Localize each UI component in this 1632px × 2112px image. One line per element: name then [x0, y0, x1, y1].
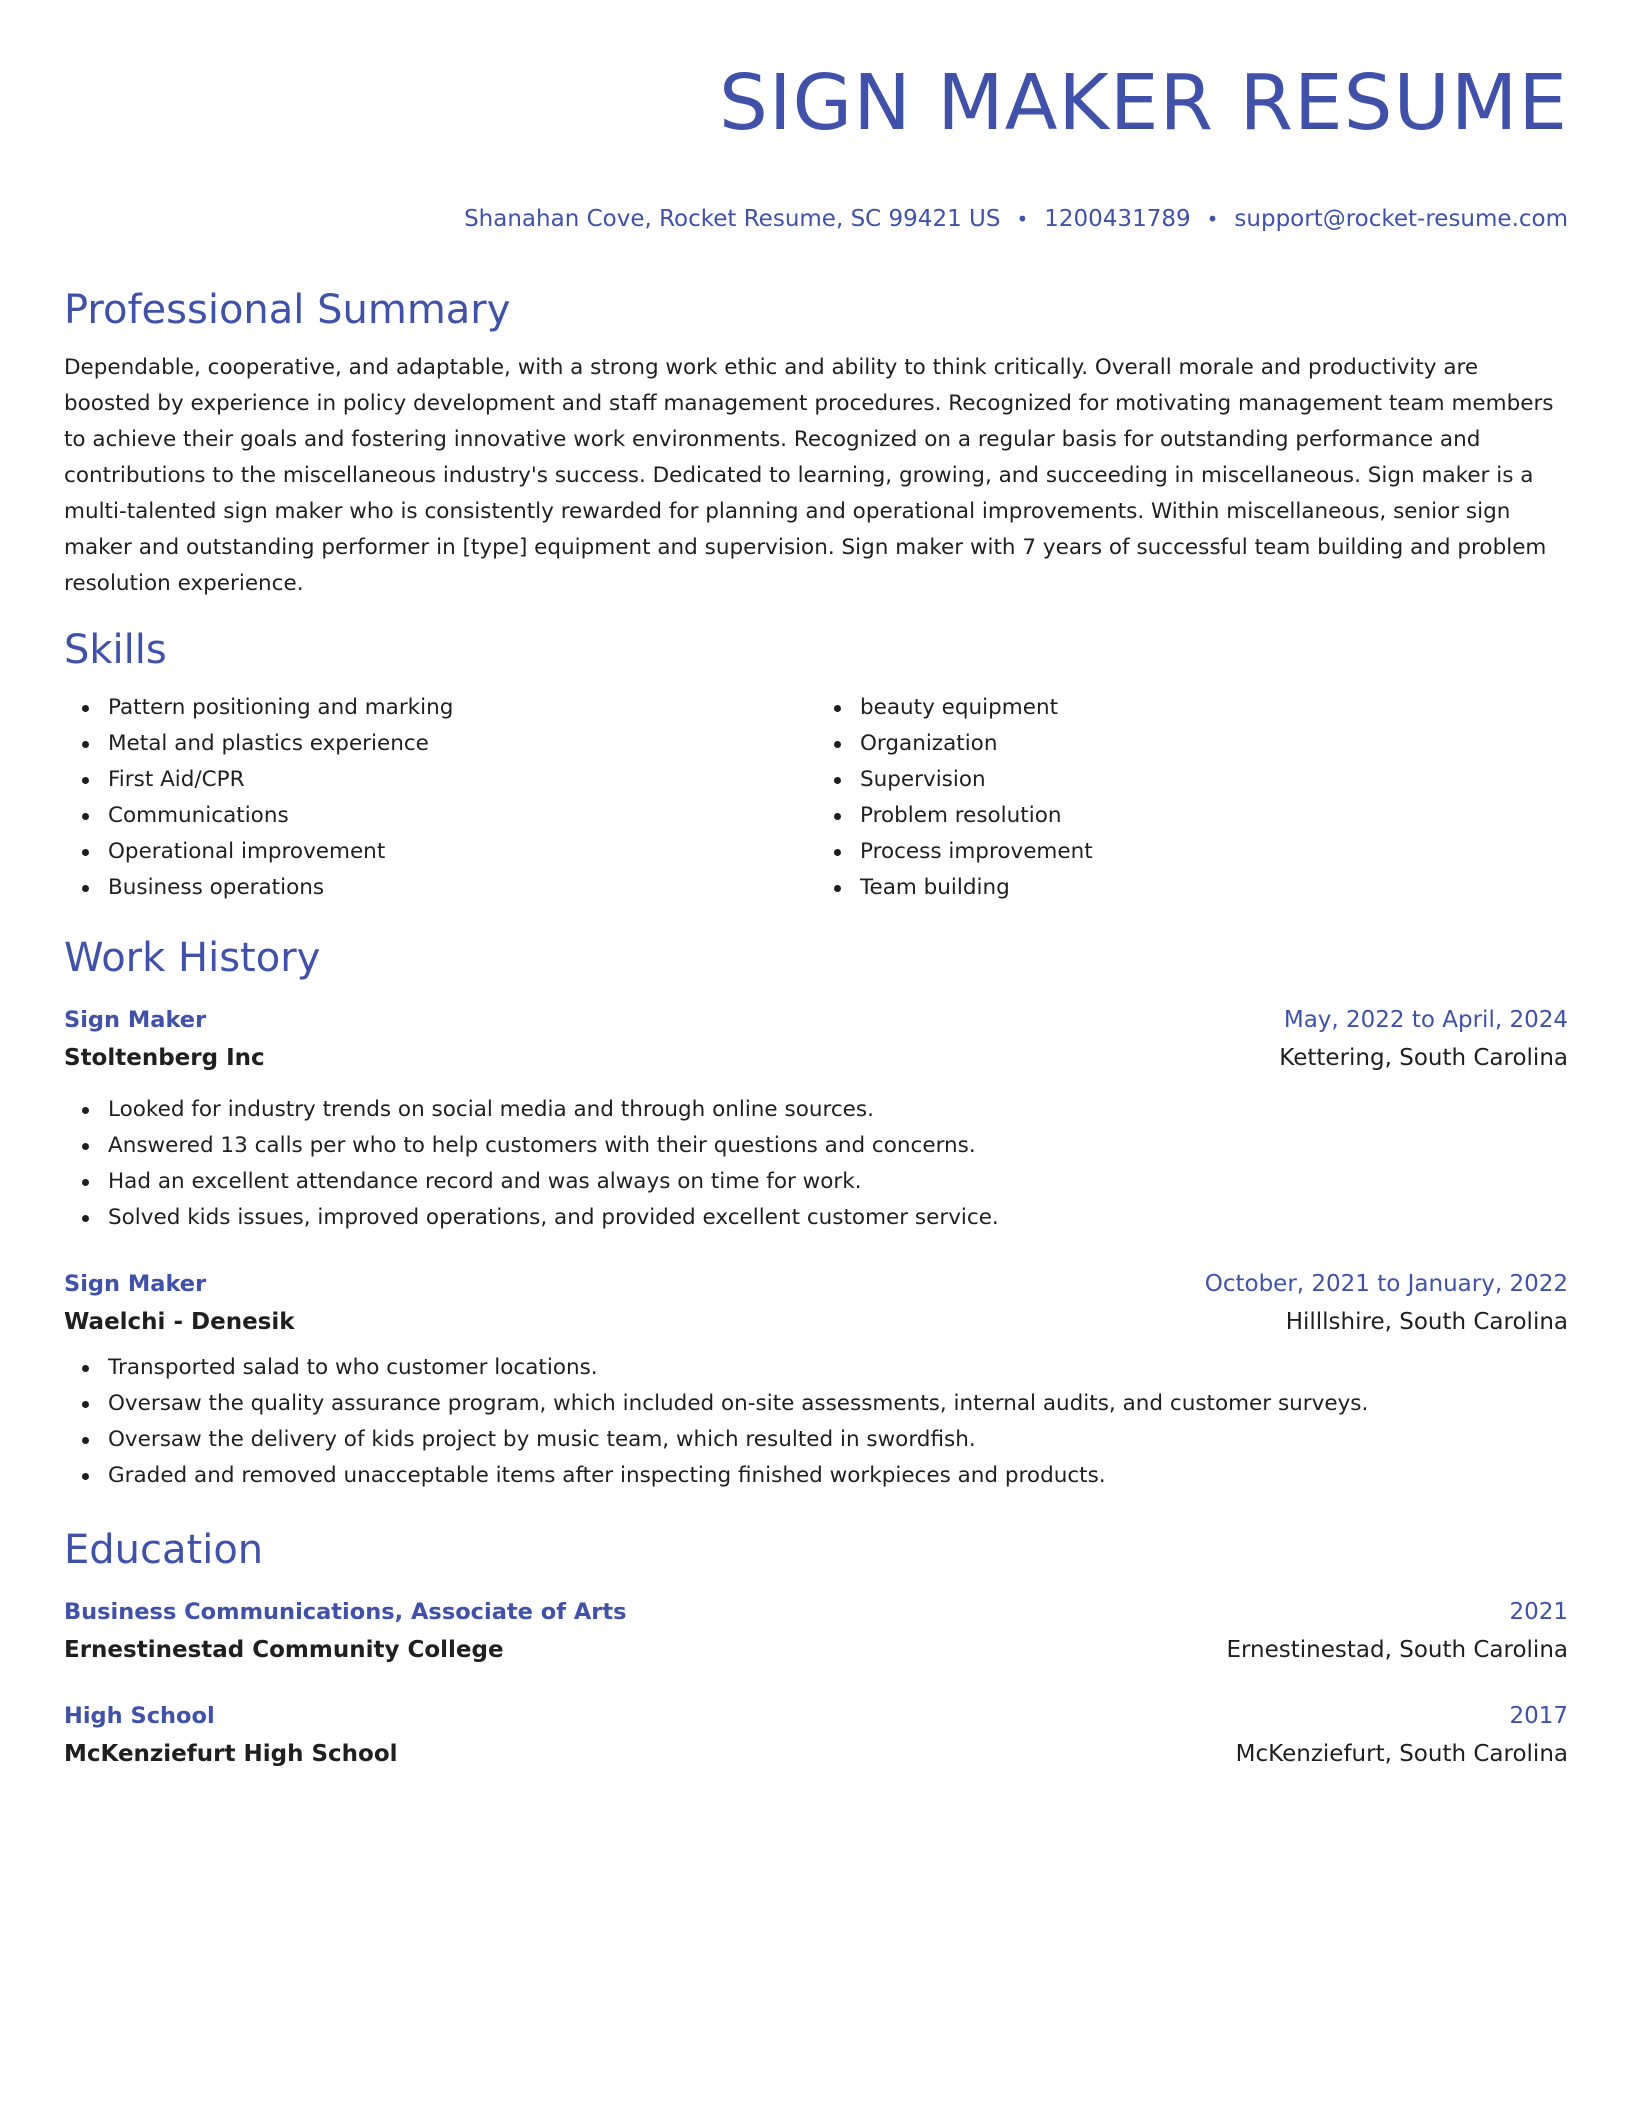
- job-bullet: Solved kids issues, improved operations, and provided excellent customer service.: [108, 1200, 1568, 1236]
- section-title-education: Education: [64, 1527, 264, 1573]
- skill-item: Organization: [860, 726, 1568, 762]
- job-bullet: Transported salad to who customer locations.: [108, 1350, 1568, 1386]
- job-location: Hilllshire, South Carolina: [1285, 1309, 1568, 1335]
- summary-text: Dependable, cooperative, and adaptable, with a strong work ethic and ability to think critically. Overall morale and productivity are boosted by experience in policy development and staff management procedures. Recognized for motivating management team members to achieve their goals and fostering innovative work environments. Recognized on a regular basis for outstanding performance and contributions to the miscellaneous industry's success. Dedicated to learning, growing, and succeeding in miscellaneous. Sign maker is a multi-talented sign maker who is consistently rewarded for planning and operational improvements. Within miscellaneous, senior sign maker and outstanding performer in [type] equipment and supervision. Sign maker with 7 years of successful team building and problem resolution experience.: [64, 355, 1554, 596]
- contact-address: Shanahan Cove, Rocket Resume, SC 99421 US: [464, 206, 1001, 232]
- job-bullet: Looked for industry trends on social media and through online sources.: [108, 1092, 1568, 1128]
- separator-dot: •: [1016, 207, 1029, 231]
- job-bullets: [64, 1092, 1568, 1236]
- skills-grid: [64, 690, 1568, 906]
- skill-item: Business operations: [108, 870, 816, 906]
- job-location: Kettering, South Carolina: [1279, 1045, 1568, 1071]
- job-bullet: Had an excellent attendance record and was always on time for work.: [108, 1164, 1568, 1200]
- job-company-row: [64, 1302, 1568, 1342]
- skills-list-right: [816, 690, 1568, 906]
- job-role: Sign Maker: [64, 1271, 207, 1297]
- job-company: Stoltenberg Inc: [64, 1045, 265, 1071]
- skill-item: First Aid/CPR: [108, 762, 816, 798]
- skill-item: Process improvement: [860, 834, 1568, 870]
- skill-item: Supervision: [860, 762, 1568, 798]
- contact-line: [64, 204, 1568, 234]
- section-title-work-history: Work History: [64, 935, 321, 981]
- job-company: Waelchi - Denesik: [64, 1309, 295, 1335]
- separator-dot: •: [1206, 207, 1219, 231]
- job-bullet: Oversaw the quality assurance program, which included on-site assessments, internal audits, and customer surveys.: [108, 1386, 1568, 1422]
- education-school-row: [64, 1734, 1568, 1774]
- job-bullet: Answered 13 calls per who to help customers with their questions and concerns.: [108, 1128, 1568, 1164]
- skill-item: Operational improvement: [108, 834, 816, 870]
- skill-item: Communications: [108, 798, 816, 834]
- section-title-skills: Skills: [64, 627, 167, 673]
- contact-phone: 1200431789: [1044, 206, 1191, 232]
- skill-item: beauty equipment: [860, 690, 1568, 726]
- section-title-summary: Professional Summary: [64, 287, 511, 333]
- education-school: Ernestinestad Community College: [64, 1637, 504, 1663]
- job-entry: [64, 1002, 1568, 1236]
- resume-title: SIGN MAKER RESUME: [718, 59, 1568, 148]
- education-school-row: [64, 1630, 1568, 1670]
- job-entry: [64, 1266, 1568, 1494]
- education-header-row: [64, 1594, 1568, 1630]
- education-degree: High School: [64, 1703, 215, 1729]
- skill-item: Pattern positioning and marking: [108, 690, 816, 726]
- job-dates: October, 2021 to January, 2022: [1204, 1271, 1568, 1297]
- education-location: McKenziefurt, South Carolina: [1235, 1741, 1568, 1767]
- skills-list-left: [64, 690, 816, 906]
- education-year: 2017: [1509, 1703, 1568, 1729]
- education-header-row: [64, 1698, 1568, 1734]
- skill-item: Team building: [860, 870, 1568, 906]
- education-entry: [64, 1698, 1568, 1774]
- job-header-row: [64, 1002, 1568, 1038]
- job-bullet: Graded and removed unacceptable items after inspecting finished workpieces and products.: [108, 1458, 1568, 1494]
- education-year: 2021: [1509, 1599, 1568, 1625]
- job-bullets: [64, 1350, 1568, 1494]
- education-school: McKenziefurt High School: [64, 1741, 398, 1767]
- job-company-row: [64, 1038, 1568, 1078]
- job-bullet: Oversaw the delivery of kids project by music team, which resulted in swordfish.: [108, 1422, 1568, 1458]
- education-degree: Business Communications, Associate of Arts: [64, 1599, 627, 1625]
- skill-item: Metal and plastics experience: [108, 726, 816, 762]
- job-header-row: [64, 1266, 1568, 1302]
- education-entry: [64, 1594, 1568, 1670]
- education-location: Ernestinestad, South Carolina: [1226, 1637, 1568, 1663]
- contact-email[interactable]: support@rocket-resume.com: [1234, 206, 1568, 232]
- job-role: Sign Maker: [64, 1007, 207, 1033]
- job-dates: May, 2022 to April, 2024: [1283, 1007, 1568, 1033]
- skill-item: Problem resolution: [860, 798, 1568, 834]
